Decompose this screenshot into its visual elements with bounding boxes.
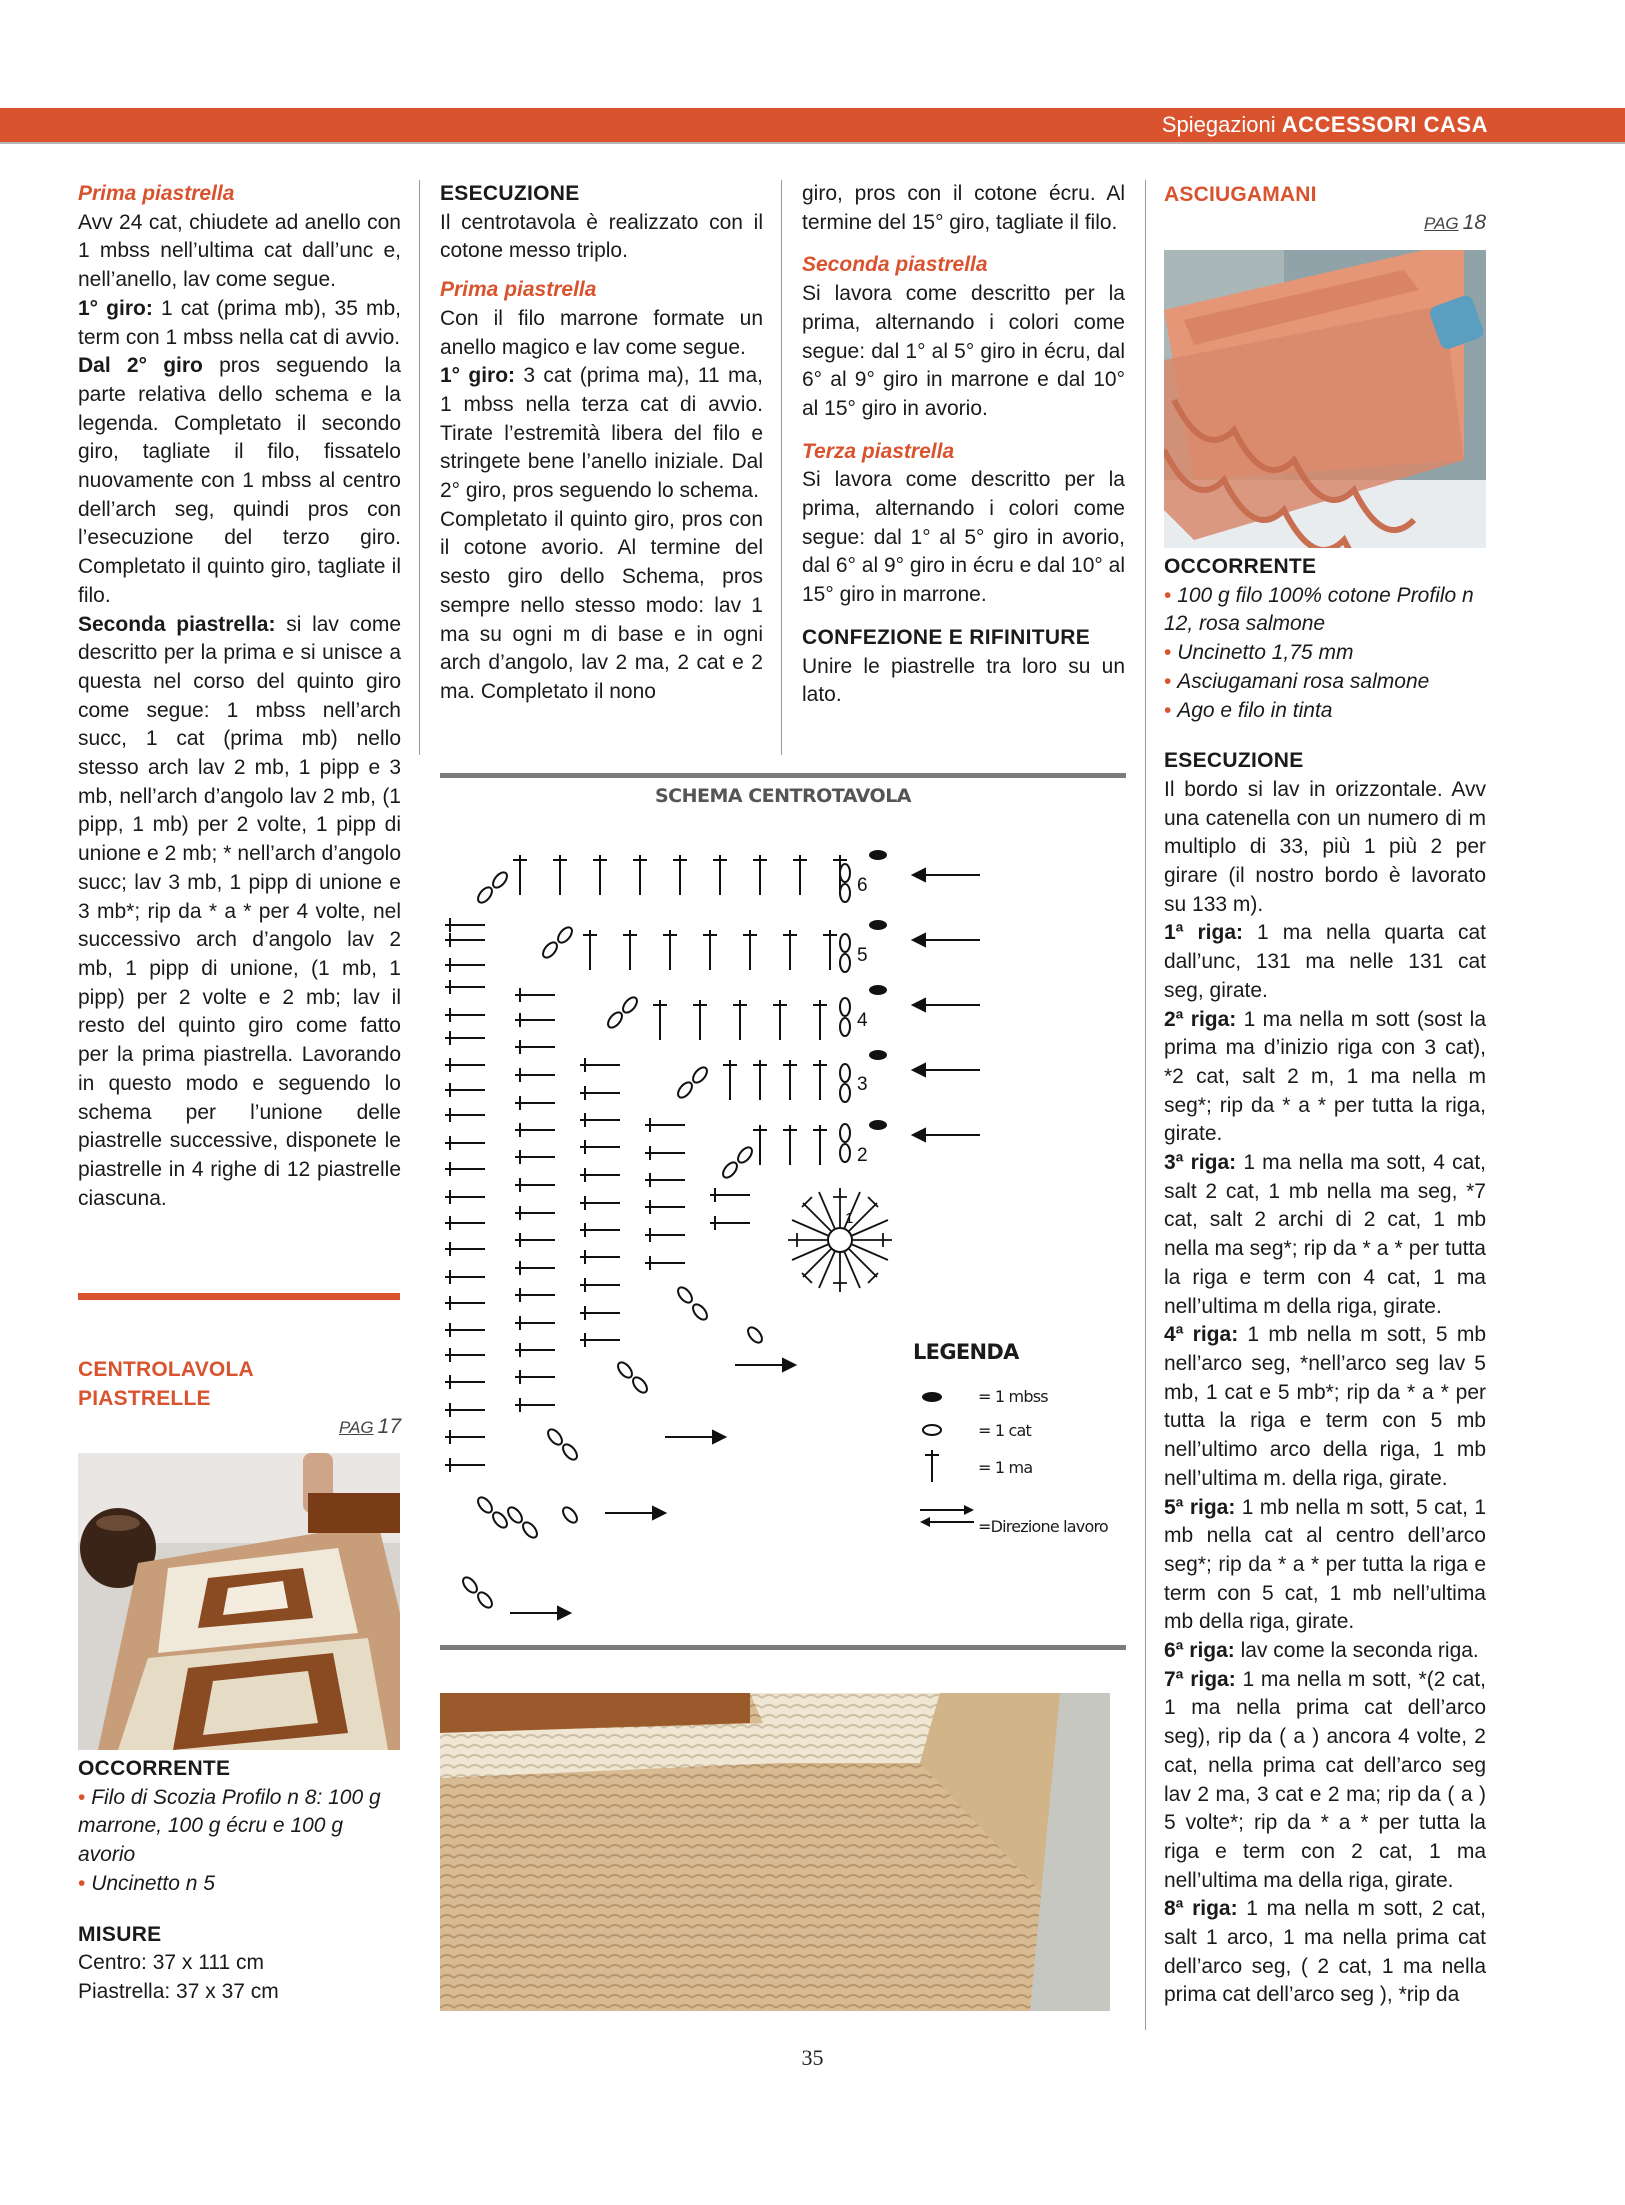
bullet-icon: •	[1164, 583, 1178, 607]
paragraph: Si lavora come descritto per la prima, alternando i colori come segue: dal 1° al 5° giro in écru, dal 6° al 9° giro in marrone e dal 10° al 15° giro in avorio.	[802, 282, 1125, 420]
column-4-text	[1164, 553, 1486, 2010]
legend-symbols	[918, 1385, 978, 1545]
column-3	[802, 180, 1125, 710]
paragraph: Il centrotavola è realizzato con il cotone messo triplo.	[440, 210, 763, 263]
table-runner-image	[78, 1453, 400, 1750]
bullet-icon: •	[78, 1785, 92, 1809]
project-title: ASCIUGAMANI	[1164, 183, 1317, 206]
occorrente-heading: OCCORRENTE	[1164, 555, 1317, 578]
materials-text: Uncinetto n 5	[91, 1871, 215, 1895]
column-divider	[419, 180, 420, 755]
mbss-symbol-icon	[922, 1392, 942, 1402]
round-number: 5	[857, 945, 868, 966]
materials-item	[1164, 668, 1486, 697]
bullet-icon: •	[1164, 669, 1178, 693]
esecuzione-heading: ESECUZIONE	[1164, 749, 1304, 773]
paragraph	[440, 362, 763, 506]
legend-title: LEGENDA	[913, 1340, 1019, 1364]
ma-symbol-icon	[925, 1450, 939, 1482]
page-reference	[1164, 209, 1486, 239]
paragraph: Con il filo marrone formate un anello magico e lav come segue.	[440, 306, 763, 359]
bullet-icon: •	[1164, 641, 1178, 665]
header-divider	[0, 142, 1625, 144]
round-text: si lav come descritto per la prima e si unisce a questa nel corso del quinto giro come segue: 1 mbss nell’arch succ, 1 cat (prima mb) nello stesso arch lav 2 mb, 1 pipp e 3 mb, nell’arch d’angolo lav 2 mb, (1 pipp, 1 mb) per 2 volte, 1 pipp di unione e 2 mb; * nell’arch d’angolo succ; lav 3 mb, 1 pipp di unione e 3 mb*; rip da * a * per 4 volte, nel successivo arch d’angolo lav 2 mb, 1 pipp di unione, (1 mb, 1 pipp) per 2 volte e 2 mb; lav il resto del quinto giro come fatto per la prima piastrella. Lavorando in questo modo e seguendo lo schema per l’unione delle piastrelle successive, disponete le piastrelle in 4 righe di 12 piastrelle ciascuna.	[78, 612, 401, 1210]
column-4	[1164, 180, 1486, 239]
page-reference	[78, 1413, 401, 1443]
chart-top-rule	[440, 773, 1126, 778]
paragraph: Unire le piastrelle tra loro su un lato.	[802, 654, 1125, 707]
towel-image	[1164, 250, 1486, 548]
paragraph: Il bordo si lav in orizzontale. Avv una catenella con un numero di m multiplo di 33, più 1 più 2 per girare (il nostro bordo è lavorato su 133 m).	[1164, 777, 1486, 916]
round-number: 4	[857, 1010, 868, 1031]
subheading-prima-piastrella: Prima piastrella	[78, 182, 235, 205]
materials-item	[78, 1870, 401, 1899]
section-label	[1162, 112, 1488, 138]
row-text: 1 mb nella m sott, 5 mb nell’arco seg, *nell’arco seg lav 5 mb, 1 cat e 5 mb*; rip da * a * per tutta la riga e term con 5 mb nell’ultimo arco della riga, 1 mb nell’ultima m. della riga, girate.	[1164, 1323, 1486, 1490]
cat-symbol-icon	[923, 1425, 941, 1435]
pag-number: 18	[1462, 211, 1486, 234]
paragraph	[78, 295, 401, 352]
row-instruction	[1164, 1637, 1486, 1666]
row-label: 5ª riga:	[1164, 1495, 1236, 1519]
materials-text: 100 g filo 100% cotone Profilo n 12, rosa salmone	[1164, 583, 1474, 636]
row-label: 3ª riga:	[1164, 1151, 1237, 1175]
row-instruction	[1164, 919, 1486, 1005]
row-instruction	[1164, 1006, 1486, 1150]
legend-label: =Direzione lavoro	[978, 1517, 1108, 1536]
column-1-project	[78, 1355, 401, 1443]
row-label: 2ª riga:	[1164, 1007, 1237, 1031]
row-text: 1 ma nella m sott, *(2 cat, 1 ma nella prima cat dell’arco seg), rip da ( a ) ancora 4 volte, 2 cat, nella prima cat dell’arco seg lav 2 ma, 3 cat e 2 ma; rip da ( a ) 5 volte*; rip da * a * per tutta la riga e term con 2 cat, 1 ma nell’ultima ma della riga, girate.	[1164, 1667, 1486, 1892]
row-label: 1ª riga:	[1164, 921, 1244, 945]
round-label: 1° giro:	[78, 296, 153, 320]
subheading-seconda-piastrella: Seconda piastrella	[802, 253, 988, 277]
legend-label: = 1 cat	[978, 1421, 1032, 1440]
section-category: ACCESSORI CASA	[1281, 112, 1488, 137]
row-label: 6ª riga:	[1164, 1639, 1235, 1663]
round-text: 1 cat (prima mb), 35 mb, term con 1 mbss nella cat di avvio.	[78, 296, 401, 349]
misure-heading: MISURE	[78, 1922, 162, 1946]
column-1	[78, 180, 401, 1213]
materials-item	[1164, 582, 1486, 639]
pag-number: 17	[377, 1415, 401, 1438]
esecuzione-heading: ESECUZIONE	[440, 182, 580, 205]
chart-title: SCHEMA CENTROTAVOLA	[654, 785, 912, 807]
paragraph: Completato il quinto giro, pros con il cotone avorio. Al termine del sesto giro dello Schema, pros sempre nello stesso modo: lav 1 ma su ogni m di base e in ogni arch d’angolo, lav 2 ma, 2 cat e 2 ma. Completato il nono	[440, 507, 763, 703]
section-header-bar	[0, 108, 1625, 142]
paragraph	[78, 352, 401, 610]
round-label: Dal 2° giro	[78, 354, 203, 378]
paragraph: giro, pros con il cotone écru. Al termine del 15° giro, tagliate il filo.	[802, 182, 1125, 234]
measure-line: Piastrella: 37 x 37 cm	[78, 1979, 279, 2003]
section-name: Spiegazioni	[1161, 112, 1276, 137]
row-text: 1 mb nella m sott, 5 cat, 1 mb nella cat al centro dell’arco seg*; rip da * a * per tutta la riga e term con 5 cat, 1 mb nell’ultima mb della riga, girate.	[1164, 1495, 1486, 1634]
crochet-closeup-photo	[440, 1693, 1110, 2011]
row-text: 1 ma nella ma sott, 4 cat, salt 2 cat, 1 mb nella ma seg, *7 cat, salt 2 archi di 2 cat, 1 mb nella ma seg*; rip da * a * per tutta la riga e term con 4 cat, 1 ma nell’ultima m della riga, girate.	[1164, 1151, 1486, 1318]
row-instruction	[1164, 1149, 1486, 1321]
direction-arrows-icon	[920, 1505, 974, 1527]
row-label: 8ª riga:	[1164, 1897, 1238, 1921]
measure-line: Centro: 37 x 111 cm	[78, 1951, 264, 1975]
materials-text: Asciugamani rosa salmone	[1177, 669, 1430, 693]
materials-item	[78, 1784, 401, 1870]
round-text: pros seguendo la parte relativa dello schema e la legenda. Completato il secondo giro, tagliate il filo, fissatelo nuovamente con 1 mbss al centro dell’arch seg, quindi pros con l’esecuzione del terzo giro. Completato il quinto giro, tagliate il filo.	[78, 354, 401, 607]
round-number: 6	[857, 875, 868, 896]
bullet-icon: •	[78, 1871, 92, 1895]
row-label: 4ª riga:	[1164, 1323, 1239, 1347]
materials-text: Uncinetto 1,75 mm	[1177, 641, 1354, 665]
round-number: 1	[845, 1210, 854, 1227]
paragraph	[78, 611, 401, 1214]
section-rule	[78, 1293, 400, 1300]
row-text: 1 ma nella m sott (sost la prima ma d’inizio riga con 3 cat), *2 cat, salt 2 m, 1 ma nella m seg*; rip da * a * per tutta la riga, girate.	[1164, 1007, 1486, 1146]
column-divider	[781, 180, 782, 755]
column-2	[440, 180, 763, 707]
subheading-prima-piastrella: Prima piastrella	[440, 278, 597, 302]
row-instruction	[1164, 1666, 1486, 1896]
round-number: 3	[857, 1074, 868, 1095]
column-1-materials	[78, 1755, 401, 2007]
legend-label: = 1 mbss	[978, 1387, 1048, 1406]
pag-label: PAG	[1424, 214, 1459, 233]
crochet-closeup-image	[440, 1693, 1110, 2011]
confezione-heading: CONFEZIONE E RIFINITURE	[802, 625, 1091, 649]
pag-label: PAG	[339, 1418, 374, 1437]
page-number: 35	[801, 2045, 824, 2070]
row-instruction	[1164, 1494, 1486, 1638]
bullet-icon: •	[1164, 698, 1178, 722]
legend-label: = 1 ma	[978, 1458, 1033, 1477]
row-instruction	[1164, 1321, 1486, 1493]
row-label: 7ª riga:	[1164, 1667, 1236, 1691]
subheading-terza-piastrella: Terza piastrella	[802, 439, 955, 463]
paragraph: Si lavora come descritto per la prima, alternando i colori come segue: dal 1° al 5° giro in avorio, dal 6° al 9° giro in écru e dal 10° al 15° giro in marrone.	[802, 468, 1125, 607]
occorrente-heading: OCCORRENTE	[78, 1757, 231, 1780]
chart-bottom-rule	[440, 1645, 1126, 1650]
row-text: 1 ma nella m sott, 2 cat, salt 1 arco, 1 ma nella prima cat dell’arco seg, ( 2 cat, 1 ma nella prima cat dell’arco seg ), *rip da	[1164, 1897, 1487, 2007]
round-number: 2	[857, 1145, 868, 1166]
materials-item	[1164, 697, 1486, 726]
row-instruction	[1164, 1895, 1486, 2010]
column-divider	[1145, 180, 1146, 2030]
materials-text: Filo di Scozia Profilo n 8: 100 g marrone, 100 g écru e 100 g avorio	[78, 1785, 381, 1867]
paragraph: Avv 24 cat, chiudete ad anello con 1 mbss nell’ultima cat dall’unc e, nell’anello, lav come segue.	[78, 210, 401, 292]
table-runner-photo	[78, 1453, 400, 1750]
project-title: PIASTRELLE	[78, 1387, 211, 1410]
round-label: Seconda piastrella:	[78, 612, 276, 636]
row-text: 1 ma nella quarta cat dall’unc, 131 ma nelle 131 cat seg, girate.	[1164, 921, 1487, 1002]
materials-item	[1164, 639, 1486, 668]
round-label: 1° giro:	[440, 364, 516, 388]
materials-text: Ago e filo in tinta	[1177, 698, 1333, 722]
project-title: CENTROLAVOLA	[78, 1358, 254, 1381]
row-text: lav come la seconda riga.	[1234, 1639, 1479, 1663]
towel-photo	[1164, 250, 1486, 548]
round-text: 3 cat (prima ma), 11 ma, 1 mbss nella terza cat di avvio. Tirate l’estremità libera del filo e stringete bene l’anello iniziale. Dal 2° giro, pros seguendo lo schema.	[440, 364, 763, 503]
